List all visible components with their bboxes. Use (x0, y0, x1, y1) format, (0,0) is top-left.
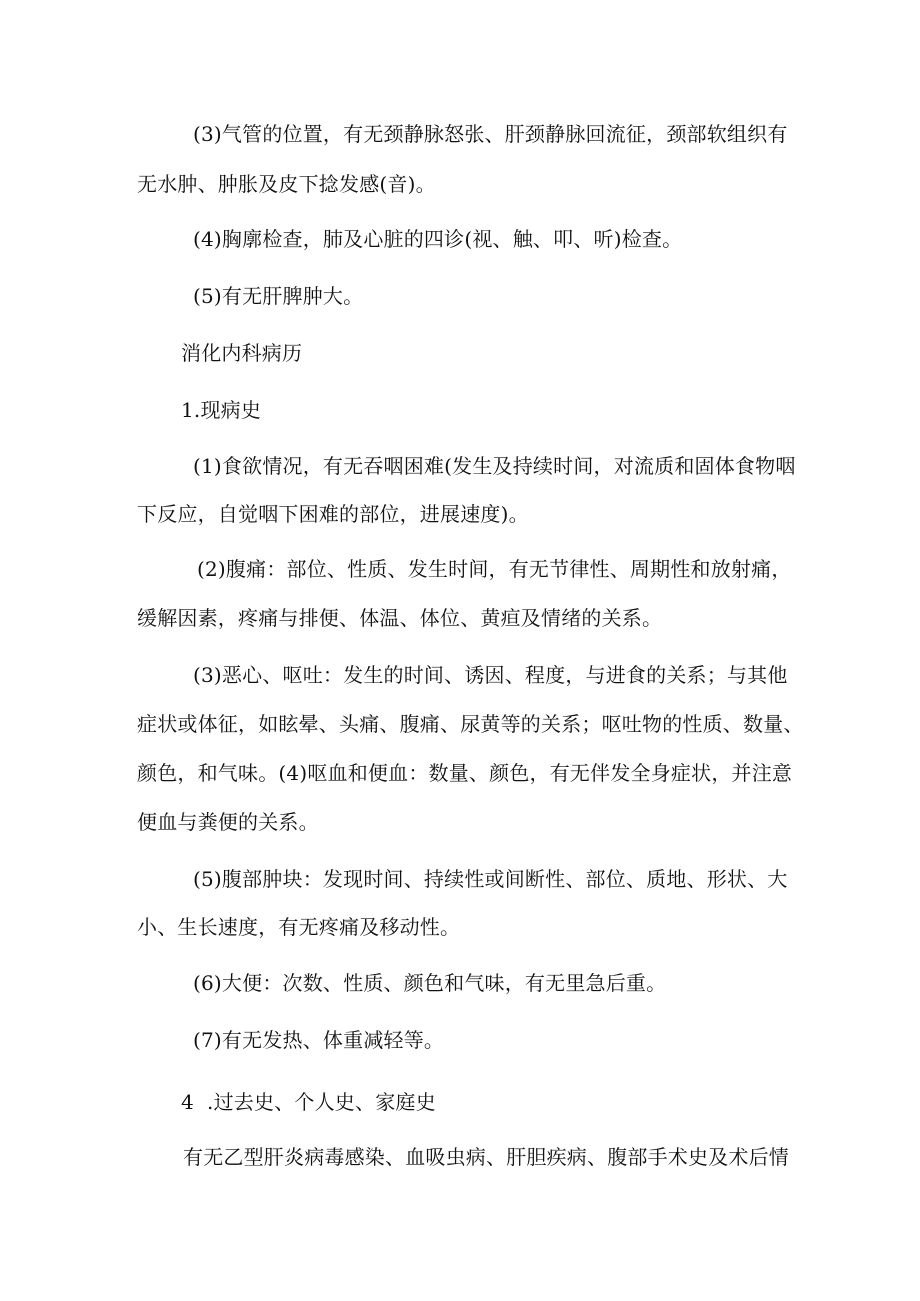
text-line: (3)气管的位置，有无颈静脉怒张、肝颈静脉回流征，颈部软组织有 (193, 122, 788, 146)
text-line: (3)恶心、呕吐：发生的时间、诱因、程度，与进食的关系；与其他 (193, 663, 788, 687)
text-line: (5)有无肝脾肿大。 (193, 284, 364, 308)
text-line: 无水肿、肿胀及皮下捻发感(音)。 (137, 172, 436, 196)
text-line: (6)大便：次数、性质、颜色和气味，有无里急后重。 (193, 971, 667, 995)
text-line: (5)腹部肿块：发现时间、持续性或间断性、部位、质地、形状、大 (193, 867, 788, 891)
text-line: 有无乙型肝炎病毒感染、血吸虫病、肝胆疾病、腹部手术史及术后情 (183, 1145, 789, 1169)
text-line: (2)腹痛：部位、性质、发生时间，有无节律性、周期性和放射痛， (197, 557, 792, 581)
text-line: (7)有无发热、体重减轻等。 (193, 1028, 445, 1052)
text-line: (1)食欲情况，有无吞咽困难(发生及持续时间，对流质和固体食物咽 (193, 454, 796, 478)
text-line: 颜色，和气味。(4)呕血和便血：数量、颜色，有无伴发全身症状，并注意 (137, 761, 793, 785)
subsection-heading: 4 .过去史、个人史、家庭史 (181, 1090, 436, 1114)
text-line: 便血与粪便的关系。 (137, 810, 319, 834)
text-line: 下反应，自觉咽下困难的部位，进展速度)。 (137, 502, 529, 526)
subsection-heading: 1.现病史 (181, 398, 262, 422)
text-line: 症状或体征，如眩晕、头痛、腹痛、尿黄等的关系；呕吐物的性质、数量、 (137, 712, 804, 736)
text-line: 缓解因素，疼痛与排便、体温、体位、黄疸及情绪的关系。 (137, 606, 663, 630)
text-line: 小、生长速度，有无疼痛及移动性。 (137, 915, 461, 939)
text-line: (4)胸廓检查，肺及心脏的四诊(视、触、叩、听)检查。 (193, 227, 683, 251)
section-heading: 消化内科病历 (181, 341, 303, 365)
